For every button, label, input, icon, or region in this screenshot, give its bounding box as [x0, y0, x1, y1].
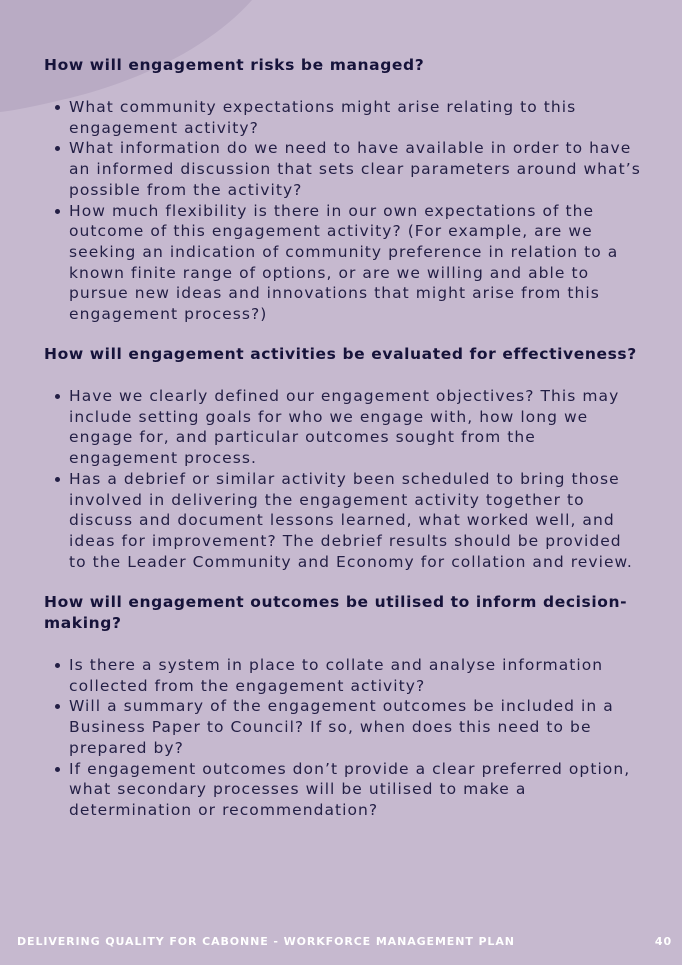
list-item: Will a summary of the engagement outcomes be included in a Business Paper to Council? If so, when does this need to be prepared by? [44, 696, 644, 758]
section-heading: How will engagement activities be evaluated for effectiveness? [44, 345, 637, 363]
section-heading: How will engagement risks be managed? [44, 56, 425, 74]
footer-title: DELIVERING QUALITY FOR CABONNE - WORKFORCE MANAGEMENT PLAN [17, 935, 515, 948]
list-item: If engagement outcomes don’t provide a clear preferred option, what secondary processes will be utilised to make a determination or recommendation? [44, 759, 644, 821]
list-item: What information do we need to have available in order to have an informed discussion that sets clear parameters around what’s possible from the activity? [44, 138, 644, 200]
list-item: Has a debrief or similar activity been scheduled to bring those involved in delivering the engagement activity together to discuss and document lessons learned, what worked well, and ideas for improvement? The debrief results should be provided to the Leader Community and Economy for collation and review. [44, 469, 644, 573]
bullet-list [44, 655, 644, 821]
section-heading: How will engagement outcomes be utilised to inform decision-making? [44, 593, 628, 632]
section-evaluation [44, 344, 644, 572]
page-number: 40 [654, 935, 672, 948]
list-item: How much flexibility is there in our own expectations of the outcome of this engagement activity? (For example, are we seeking an indication of community preference in relation to a known finite range of options, or are we willing and able to pursue new ideas and innovations that might arise from this engagement process?) [44, 201, 644, 325]
bullet-list [44, 97, 644, 325]
list-item: Have we clearly defined our engagement objectives? This may include setting goals for who we engage with, how long we engage for, and particular outcomes sought from the engagement process. [44, 386, 644, 469]
section-outcomes [44, 592, 644, 821]
bullet-list [44, 386, 644, 572]
list-item: Is there a system in place to collate and analyse information collected from the engagement activity? [44, 655, 644, 696]
page-footer [17, 935, 672, 951]
section-risks [44, 55, 644, 325]
list-item: What community expectations might arise relating to this engagement activity? [44, 97, 644, 138]
